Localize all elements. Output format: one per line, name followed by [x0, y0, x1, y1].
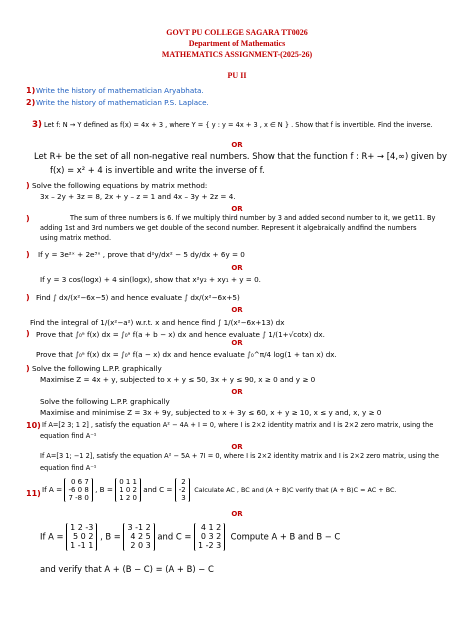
assignment-title: MATHEMATICS ASSIGNMENT-(2025-26): [161, 50, 313, 59]
matrix-row: 3: [181, 494, 186, 503]
matrix-row: 1 2 -3: [70, 523, 94, 532]
q9-line2: Maximise Z = 4x + y, subjected to x + y ≤ 50, 3x + y ≤ 90, x ≥ 0 and y ≥ 0: [40, 375, 316, 384]
q11-or-last: and verify that A + (B − C) = (A + B) − C: [40, 564, 214, 574]
q11-number: 11): [26, 489, 41, 498]
q10-or-line1: If A=[3 1; −1 2], satisfy the equation A² − 5A + 7I = 0, where I is 2×2 identity matrix and I is 2×2 zero matrix, using the: [40, 452, 439, 460]
matrix-row: 5 0 2: [73, 532, 94, 542]
q6-or-text: If y = 3 cos(logx) + 4 sin(logx), show that x²y₂ + xy₁ + y = 0.: [40, 275, 261, 284]
q1-number: 1): [26, 86, 36, 95]
q1-text: Write the history of mathematician Aryabhata.: [36, 86, 204, 95]
matrix-row: 7 -8 0: [68, 494, 89, 503]
q7-text: Find ∫ dx/(x²−6x−5) and hence evaluate ∫ dx/(x²−6x+5): [36, 293, 240, 302]
q3-number: 3): [32, 120, 42, 130]
q10-line2: equation find A⁻¹: [40, 432, 97, 440]
q5-line3: using matrix method.: [40, 234, 112, 242]
q6-text: If y = 3e²ˣ + 2e³ˣ , prove that d²y/dx² − 5 dy/dx + 6y = 0: [38, 250, 245, 259]
q7-number: ): [26, 293, 30, 302]
or-label: OR: [231, 510, 243, 518]
matrix-row: 0 6 7: [70, 478, 89, 486]
q4-line1: Solve the following equations by matrix method:: [32, 181, 208, 190]
q9-number: ): [26, 364, 30, 373]
matrix-A2: [66, 523, 97, 551]
or-label: OR: [231, 205, 243, 213]
matrix-row: 2: [181, 478, 186, 486]
q3-text: Let f: N → Y defined as f(x) = 4x + 3 , where Y = { y : y = 4x + 3 , x ∈ N } . Show that f is invertible. Find the inverse.: [44, 121, 433, 129]
matrix-row: -2: [178, 486, 186, 495]
matrix-row: 3 -1 2: [127, 523, 151, 532]
matrix-A1: [64, 478, 92, 502]
q3-or-line1: Let R+ be the set of all non-negative real numbers. Show that the function f : R+ → [4,∞) given by: [34, 151, 447, 161]
q11-matrices: If A = 0 6 7 -6 0 8 7 -8 0 , B = 0 1 1 1 0 2 1 2 0 and C = 2 -2 3 Calculate AC , BC and (A + B)C verify that (A + B)C = AC + BC.: [42, 478, 397, 503]
q11-or-tail: Compute A + B and B − C: [230, 531, 341, 542]
q6-number: ): [26, 250, 30, 259]
q2-number: 2): [26, 98, 36, 107]
q11-or-matrices: If A = 1 2 -3 5 0 2 1 -1 1 , B = 3 -1 2 4 2 5 2 0 3 and C = 4 1 2 0 3 2 1 -2 3 Compute A + B and B − C: [40, 523, 341, 551]
q9-line1: Solve the following L.P.P. graphically: [32, 364, 162, 373]
department-name: Department of Mathematics: [188, 39, 286, 48]
or-label: OR: [231, 141, 243, 149]
matrix-B2: [123, 523, 154, 551]
class-label: PU II: [227, 71, 247, 80]
q3-or-line2: f(x) = x² + 4 is invertible and write the inverse of f.: [50, 165, 265, 175]
q10-number: 10): [26, 421, 41, 430]
q5-line1: The sum of three numbers is 6. If we multiply third number by 3 and added second number to it, we get11. By: [70, 214, 436, 222]
q8-text: Prove that ∫₀ᵃ f(x) dx = ∫₀ᵃ f(a + b − x) dx and hence evaluate ∫ 1/(1+√cotx) dx.: [36, 330, 325, 339]
matrix-C2: [194, 523, 225, 551]
matrix-row: 2 0 3: [130, 541, 151, 551]
q4-number: ): [26, 181, 30, 190]
q10-or-line2: equation find A⁻¹: [40, 464, 97, 472]
q9-or-line2: Maximise and minimise Z = 3x + 9y, subjected to x + 3y ≤ 60, x + y ≥ 10, x ≤ y and, x, y ≥ 0: [40, 408, 382, 417]
q9-or-line1: Solve the following L.P.P. graphically: [40, 397, 170, 406]
matrix-C1: [175, 478, 190, 502]
matrix-row: 1 2 0: [119, 494, 137, 503]
q5-line2: adding 1st and 3rd numbers we get double of the second number. Represent it algebraically andfind the numbers: [40, 224, 417, 232]
q10-line1: If A=[2 3; 1 2] , satisfy the equation A² − 4A + I = 0, where I is 2×2 identity matrix and I is 2×2 zero matrix, using the: [42, 421, 434, 429]
matrix-row: 0 1 1: [119, 478, 137, 486]
or-label: OR: [231, 443, 243, 451]
q7-or-text: Find the integral of 1/(x²−a²) w.r.t. x and hence find ∫ 1/(x²−6x+13) dx: [30, 318, 285, 327]
matrix-row: 0 3 2: [200, 532, 222, 542]
q2-text: Write the history of mathematician P.S. Laplace.: [36, 98, 209, 107]
matrix-B1: [115, 478, 141, 502]
matrix-row: 1 -2 3: [198, 541, 222, 551]
matrix-row: 4 2 5: [130, 532, 151, 542]
q5-number: ): [26, 214, 30, 223]
matrix-row: 1 -1 1: [70, 541, 94, 551]
matrix-row: -6 0 8: [68, 486, 89, 495]
matrix-row: 4 1 2: [200, 523, 222, 532]
or-label: OR: [231, 388, 243, 396]
q4-line2: 3x – 2y + 3z = 8, 2x + y – z = 1 and 4x – 3y + 2z = 4.: [40, 192, 236, 201]
q8-or-text: Prove that ∫₀ᵃ f(x) dx = ∫₀ᵃ f(a − x) dx and hence evaluate ∫₀^π/4 log(1 + tan x) dx.: [36, 350, 337, 359]
or-label: OR: [231, 306, 243, 314]
matrix-row: 1 0 2: [119, 486, 137, 495]
q8-number: ): [26, 329, 30, 338]
q11-tail: Calculate AC , BC and (A + B)C verify that (A + B)C = AC + BC.: [194, 486, 397, 495]
college-name: GOVT PU COLLEGE SAGARA TT0026: [166, 28, 308, 37]
or-label: OR: [231, 339, 243, 347]
or-label: OR: [231, 264, 243, 272]
